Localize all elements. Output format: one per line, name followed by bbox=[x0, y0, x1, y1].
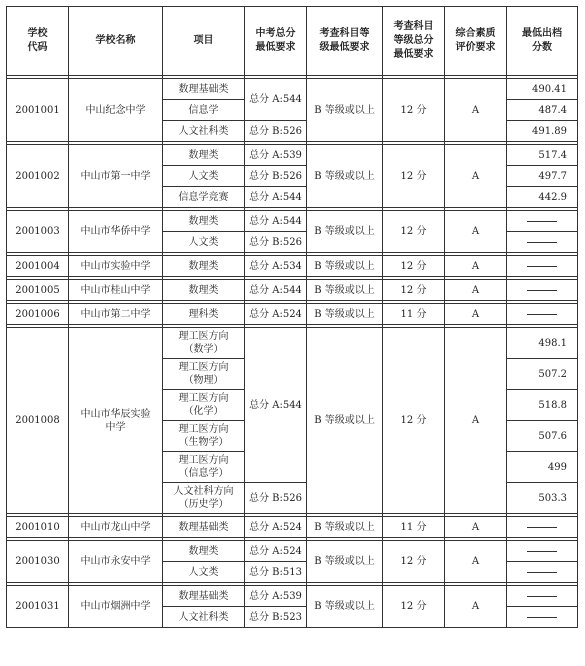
header-quality-eval: 综合素质 评价要求 bbox=[445, 7, 507, 76]
school-name: 中山市永安中学 bbox=[69, 541, 163, 583]
min-admission-score bbox=[507, 586, 578, 607]
quality-eval: A bbox=[445, 304, 507, 325]
header-row bbox=[7, 7, 578, 76]
min-admission-score: 517.4 bbox=[507, 145, 578, 166]
quality-eval: A bbox=[445, 586, 507, 628]
school-name: 中山市龙山中学 bbox=[69, 517, 163, 538]
min-admission-score: 491.89 bbox=[507, 121, 578, 142]
school-code: 2001004 bbox=[7, 256, 69, 277]
no-score-dash bbox=[527, 551, 557, 552]
header-school-code: 学校 代码 bbox=[7, 7, 69, 76]
total-score-min: 总分 B:513 bbox=[245, 562, 307, 583]
school-code: 2001008 bbox=[7, 328, 69, 514]
school-name: 中山市第二中学 bbox=[69, 304, 163, 325]
quality-eval: A bbox=[445, 328, 507, 514]
no-score-dash bbox=[527, 221, 557, 222]
no-score-dash bbox=[527, 596, 557, 597]
total-score-min: 总分 A:544 bbox=[245, 187, 307, 208]
item: 信息学 bbox=[163, 100, 245, 121]
quality-eval: A bbox=[445, 541, 507, 583]
school-code: 2001010 bbox=[7, 517, 69, 538]
subject-grade-min: B 等级或以上 bbox=[307, 256, 383, 277]
header-subject-grade-min: 考查科目等 级最低要求 bbox=[307, 7, 383, 76]
total-score-min: 总分 A:539 bbox=[245, 145, 307, 166]
quality-eval: A bbox=[445, 256, 507, 277]
item: 理工医方向 （生物学） bbox=[163, 421, 245, 452]
subject-grade-min: B 等级或以上 bbox=[307, 328, 383, 514]
total-score-min: 总分 A:544 bbox=[245, 280, 307, 301]
item: 人文类 bbox=[163, 562, 245, 583]
school-name: 中山市实验中学 bbox=[69, 256, 163, 277]
school-name: 中山市第一中学 bbox=[69, 145, 163, 208]
header-total-score-min: 中考总分 最低要求 bbox=[245, 7, 307, 76]
min-admission-score bbox=[507, 256, 578, 277]
admission-requirements-table bbox=[6, 6, 578, 628]
total-score-min: 总分 B:526 bbox=[245, 121, 307, 142]
no-score-dash bbox=[527, 572, 557, 573]
item: 理工医方向 （信息学） bbox=[163, 452, 245, 483]
min-admission-score: 497.7 bbox=[507, 166, 578, 187]
no-score-dash bbox=[527, 266, 557, 267]
min-admission-score bbox=[507, 304, 578, 325]
subject-grade-total-min: 11 分 bbox=[383, 517, 445, 538]
quality-eval: A bbox=[445, 145, 507, 208]
min-admission-score: 442.9 bbox=[507, 187, 578, 208]
no-score-dash bbox=[527, 617, 557, 618]
min-admission-score bbox=[507, 517, 578, 538]
min-admission-score: 507.6 bbox=[507, 421, 578, 452]
school-code: 2001030 bbox=[7, 541, 69, 583]
subject-grade-min: B 等级或以上 bbox=[307, 586, 383, 628]
table-row bbox=[7, 517, 578, 538]
quality-eval: A bbox=[445, 280, 507, 301]
table-row bbox=[7, 280, 578, 301]
subject-grade-min: B 等级或以上 bbox=[307, 517, 383, 538]
item: 信息学竞赛 bbox=[163, 187, 245, 208]
table-row bbox=[7, 211, 578, 232]
total-score-min: 总分 A:524 bbox=[245, 541, 307, 562]
subject-grade-total-min: 12 分 bbox=[383, 145, 445, 208]
no-score-dash bbox=[527, 290, 557, 291]
item: 理工医方向 （物理） bbox=[163, 359, 245, 390]
total-score-min: 总分 A:544 bbox=[245, 328, 307, 483]
item: 数理基础类 bbox=[163, 517, 245, 538]
item: 人文社科类 bbox=[163, 607, 245, 628]
header-school-name: 学校名称 bbox=[69, 7, 163, 76]
school-code: 2001003 bbox=[7, 211, 69, 253]
quality-eval: A bbox=[445, 517, 507, 538]
total-score-min: 总分 A:524 bbox=[245, 517, 307, 538]
table-row bbox=[7, 304, 578, 325]
school-name: 中山市桂山中学 bbox=[69, 280, 163, 301]
school-code: 2001002 bbox=[7, 145, 69, 208]
total-score-min: 总分 B:526 bbox=[245, 483, 307, 514]
no-score-dash bbox=[527, 314, 557, 315]
min-admission-score bbox=[507, 232, 578, 253]
table-header bbox=[7, 7, 578, 76]
total-score-min: 总分 A:544 bbox=[245, 211, 307, 232]
subject-grade-min: B 等级或以上 bbox=[307, 541, 383, 583]
item: 数理基础类 bbox=[163, 79, 245, 100]
subject-grade-total-min: 11 分 bbox=[383, 304, 445, 325]
table-body bbox=[7, 76, 578, 628]
item: 数理类 bbox=[163, 211, 245, 232]
item: 数理类 bbox=[163, 541, 245, 562]
school-code: 2001005 bbox=[7, 280, 69, 301]
item: 理工医方向 （化学） bbox=[163, 390, 245, 421]
school-code: 2001006 bbox=[7, 304, 69, 325]
table-row bbox=[7, 79, 578, 100]
item: 人文类 bbox=[163, 232, 245, 253]
header-subject-grade-total-min: 考查科目 等级总分 最低要求 bbox=[383, 7, 445, 76]
subject-grade-total-min: 12 分 bbox=[383, 280, 445, 301]
subject-grade-min: B 等级或以上 bbox=[307, 304, 383, 325]
total-score-min: 总分 B:526 bbox=[245, 166, 307, 187]
item: 数理类 bbox=[163, 280, 245, 301]
min-admission-score bbox=[507, 541, 578, 562]
item: 人文类 bbox=[163, 166, 245, 187]
item: 人文社科类 bbox=[163, 121, 245, 142]
subject-grade-min: B 等级或以上 bbox=[307, 211, 383, 253]
school-name: 中山纪念中学 bbox=[69, 79, 163, 142]
table-row bbox=[7, 145, 578, 166]
header-item: 项目 bbox=[163, 7, 245, 76]
table-row bbox=[7, 328, 578, 359]
subject-grade-min: B 等级或以上 bbox=[307, 79, 383, 142]
min-admission-score: 499 bbox=[507, 452, 578, 483]
min-admission-score bbox=[507, 562, 578, 583]
subject-grade-total-min: 12 分 bbox=[383, 211, 445, 253]
subject-grade-total-min: 12 分 bbox=[383, 586, 445, 628]
item: 数理类 bbox=[163, 256, 245, 277]
min-admission-score: 487.4 bbox=[507, 100, 578, 121]
school-name: 中山市华辰实验 中学 bbox=[69, 328, 163, 514]
total-score-min: 总分 B:523 bbox=[245, 607, 307, 628]
table-row bbox=[7, 541, 578, 562]
quality-eval: A bbox=[445, 79, 507, 142]
total-score-min: 总分 A:539 bbox=[245, 586, 307, 607]
table-row bbox=[7, 586, 578, 607]
min-admission-score: 498.1 bbox=[507, 328, 578, 359]
no-score-dash bbox=[527, 527, 557, 528]
school-name: 中山市烟洲中学 bbox=[69, 586, 163, 628]
subject-grade-total-min: 12 分 bbox=[383, 541, 445, 583]
total-score-min: 总分 B:526 bbox=[245, 232, 307, 253]
subject-grade-total-min: 12 分 bbox=[383, 79, 445, 142]
subject-grade-total-min: 12 分 bbox=[383, 256, 445, 277]
no-score-dash bbox=[527, 242, 557, 243]
quality-eval: A bbox=[445, 211, 507, 253]
item: 理科类 bbox=[163, 304, 245, 325]
item: 数理基础类 bbox=[163, 586, 245, 607]
item: 数理类 bbox=[163, 145, 245, 166]
total-score-min: 总分 A:544 bbox=[245, 79, 307, 121]
school-code: 2001031 bbox=[7, 586, 69, 628]
table-row bbox=[7, 256, 578, 277]
item: 人文社科方向 （历史学） bbox=[163, 483, 245, 514]
school-name: 中山市华侨中学 bbox=[69, 211, 163, 253]
min-admission-score: 490.41 bbox=[507, 79, 578, 100]
total-score-min: 总分 A:534 bbox=[245, 256, 307, 277]
min-admission-score: 503.3 bbox=[507, 483, 578, 514]
subject-grade-min: B 等级或以上 bbox=[307, 280, 383, 301]
min-admission-score bbox=[507, 211, 578, 232]
subject-grade-min: B 等级或以上 bbox=[307, 145, 383, 208]
min-admission-score bbox=[507, 607, 578, 628]
min-admission-score bbox=[507, 280, 578, 301]
min-admission-score: 518.8 bbox=[507, 390, 578, 421]
item: 理工医方向 （数学） bbox=[163, 328, 245, 359]
header-min-admission-score: 最低出档 分数 bbox=[507, 7, 578, 76]
min-admission-score: 507.2 bbox=[507, 359, 578, 390]
school-code: 2001001 bbox=[7, 79, 69, 142]
total-score-min: 总分 A:524 bbox=[245, 304, 307, 325]
subject-grade-total-min: 12 分 bbox=[383, 328, 445, 514]
admission-table-sheet bbox=[6, 6, 578, 628]
